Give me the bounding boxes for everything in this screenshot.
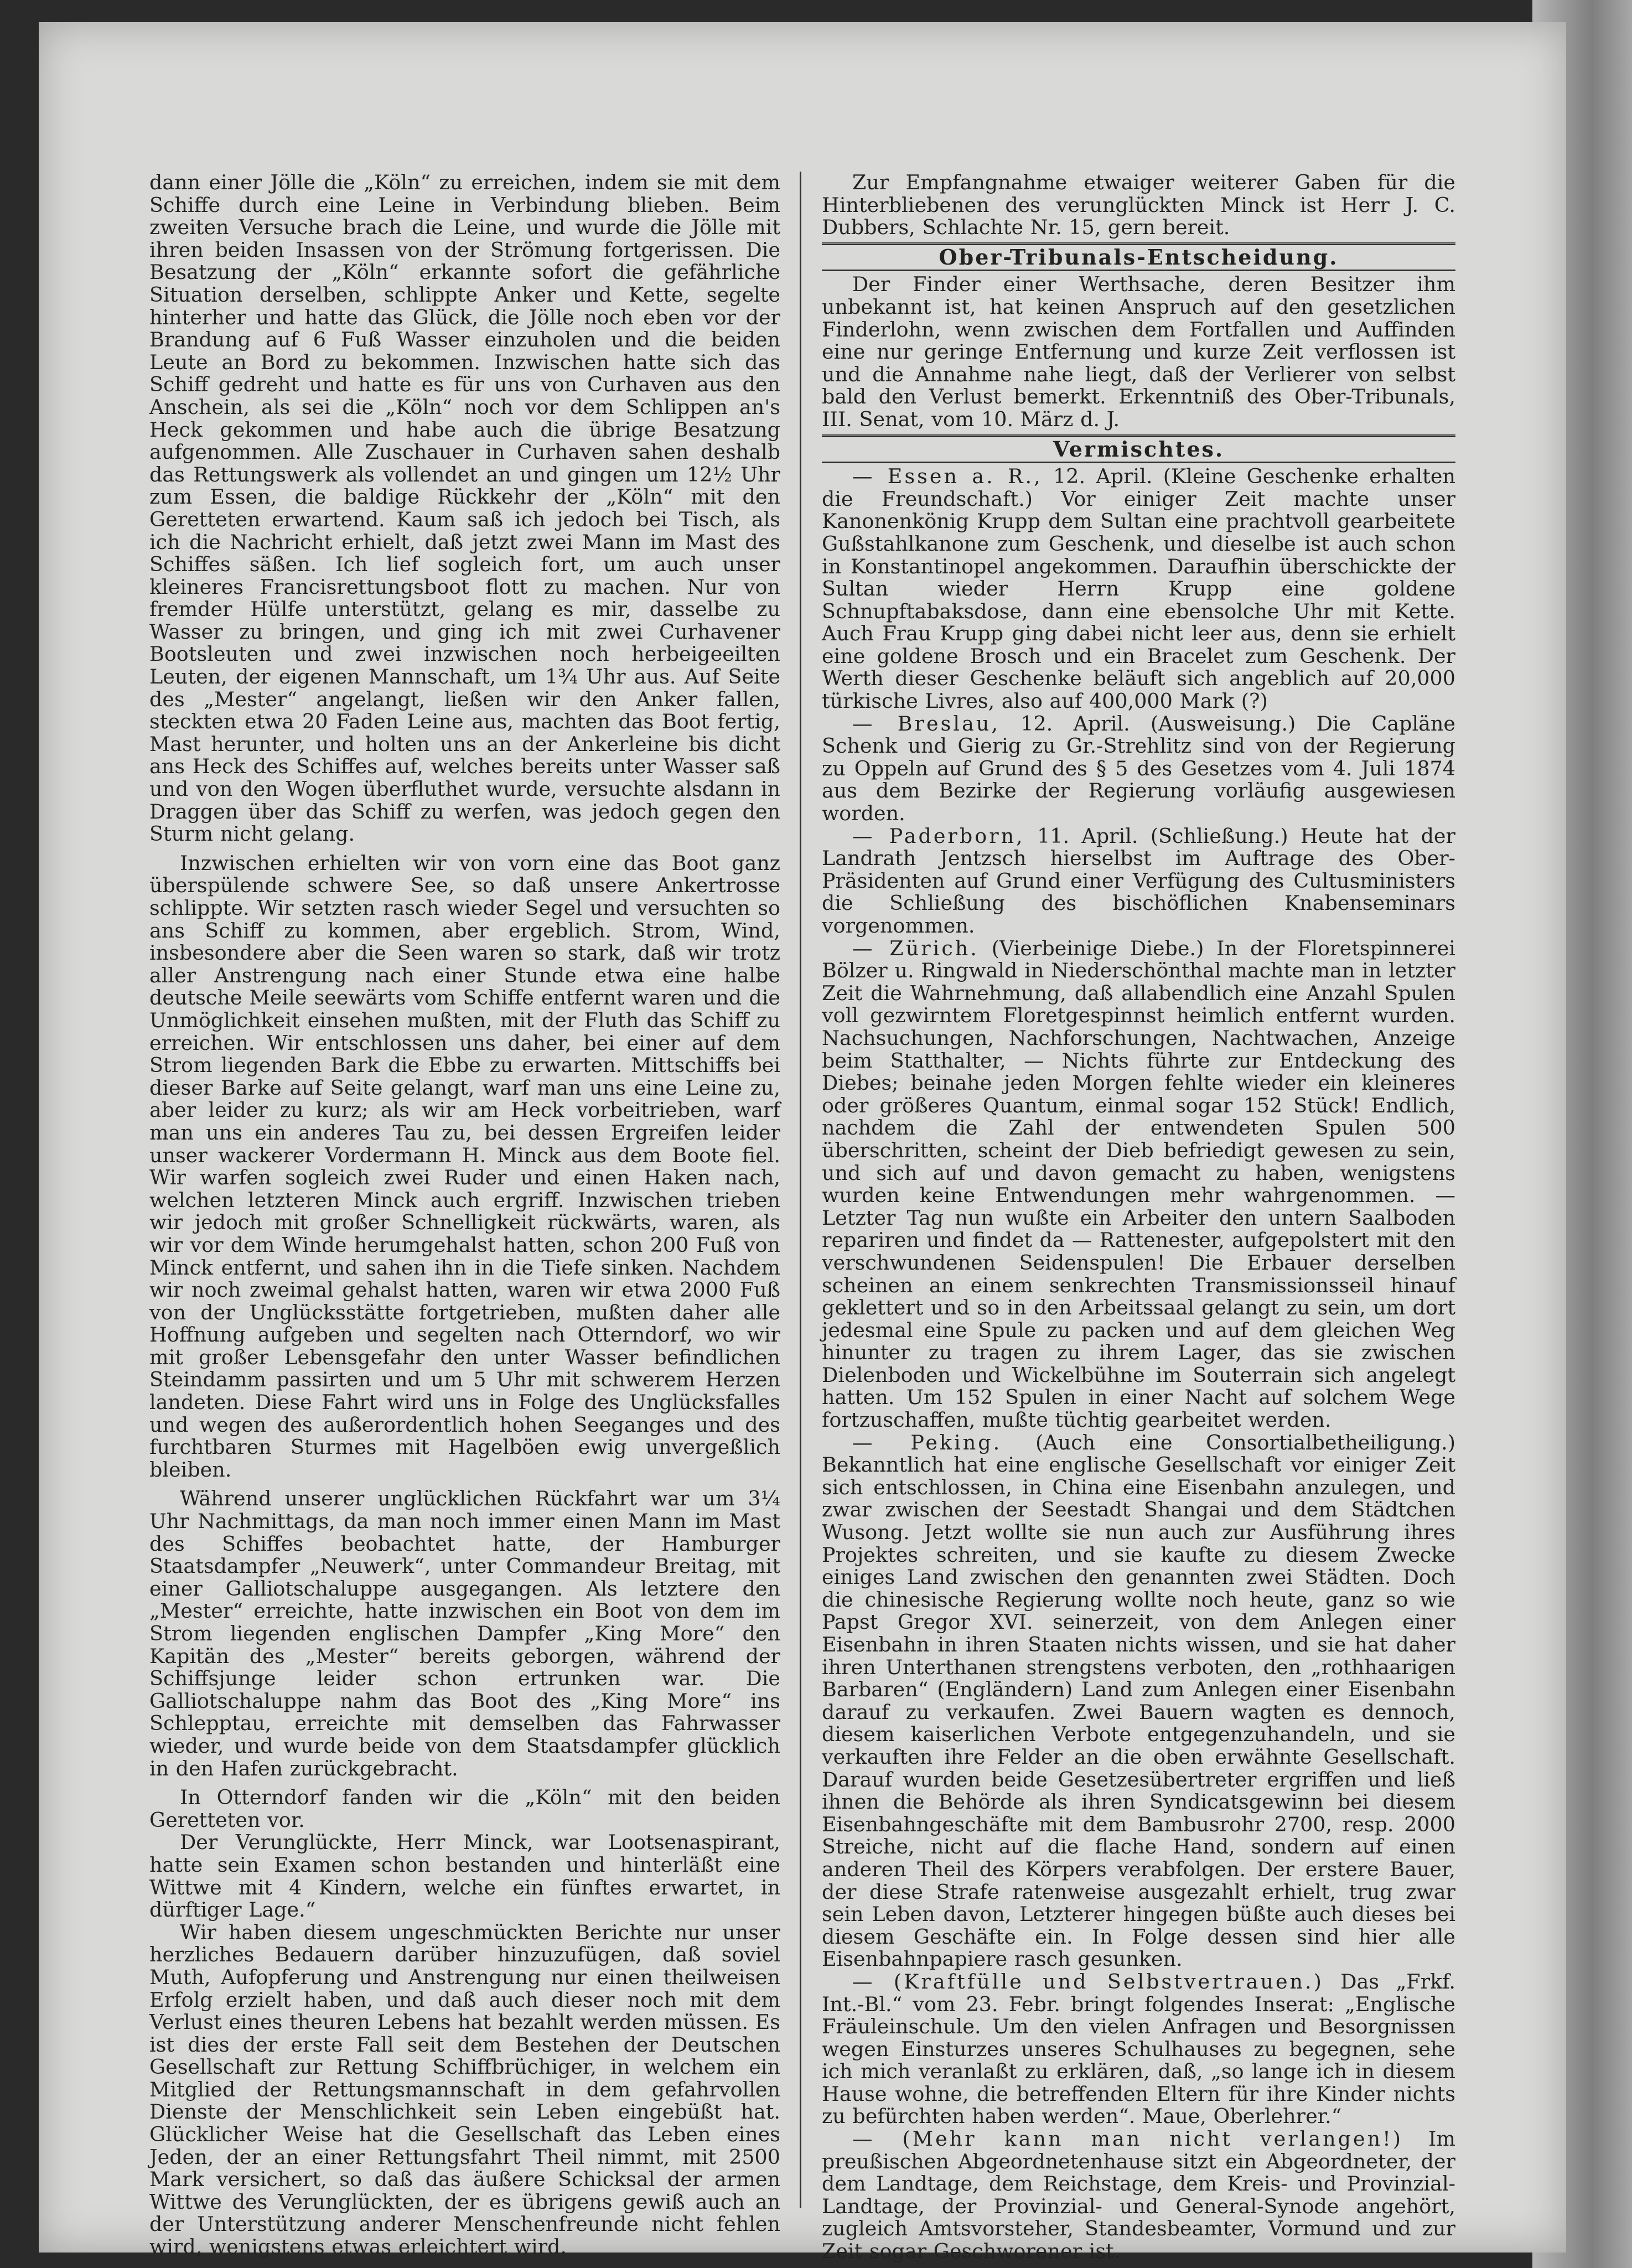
news-item-dateline: — (Kraftfülle und Selbstvertrauen.) — [852, 1969, 1324, 1993]
tribunal-decision: Der Finder einer Werthsache, deren Besitzer ihm unbekannt ist, hat keinen Anspruch auf den gesetzlichen Finderlohn, wenn zwischen dem Fortfallen und Auffinden eine nur geringe Entfernung und kurze Zeit verflossen ist und die Annahme nahe liegt, daß der Verlierer von selbst bald den Verlust bemerkt. Erkenntniß des Ober-Tribunals, III. Senat, vom 10. März d. J. — [822, 272, 1455, 431]
news-item-text: 12. April. (Kleine Geschenke erhalten die Freundschaft.) Vor einiger Zeit machte unser Kanonenkönig Krupp dem Sultan eine prachtvoll gearbeitete Gußstahlkanone zum Geschenk, und dieselbe ist auch schon in Konstantinopel angekommen. Daraufhin überschickte der Sultan wieder Herrn Krupp eine goldene Schnupftabaksdose, dann eine ebensolche Uhr mit Kette. Auch Frau Krupp ging dabei nicht leer aus, denn sie erhielt eine goldene Brosch und ein Bracelet zum Geschenk. Der Werth dieser Geschenke beläuft sich angeblich auf 20,000 türkische Livres, also auf 400,000 Mark (?) — [822, 464, 1455, 713]
article-paragraph: Inzwischen erhielten wir von vorn eine das Boot ganz überspülende schwere See, so daß unsere Ankertrosse schlippte. Wir setzten rasch wieder Segel und versuchten so ans Schiff zu kommen, aber ergeblich. Strom, Wind, insbesondere aber die Seen waren so stark, daß wir trotz aller Anstrengung nach einer Stunde etwa eine halbe deutsche Meile seewärts vom Schiffe entfernt waren und die Unmöglichkeit einsehen mußten, mit der Fluth das Schiff zu erreichen. Wir entschlossen uns daher, bei einer auf dem Strom liegenden Bark die Ebbe zu erwarten. Mittschiffs bei dieser Barke auf Seite gelangt, warf man uns eine Leine zu, aber leider zu kurz; als wir am Heck vorbeitrieben, warf man uns ein anderes Tau zu, bei dessen Ergreifen leider unser wackerer Vordermann H. Minck aus dem Boote fiel. Wir warfen sogleich zwei Ruder und einen Haken nach, welchen letzteren Minck auch ergriff. Inzwischen trieben wir jedoch mit großer Schnelligkeit rückwärts, waren, als wir vor dem Winde herumgehalst hatten, schon 200 Fuß von Minck entfernt, und sahen ihn in die Tiefe sinken. Nachdem wir noch zweimal gehalst hatten, waren wir etwa 2000 Fuß von der Unglücksstätte fortgetrieben, mußten daher alle Hoffnung aufgeben und segelten nach Otterndorf, wo wir mit großer Lebensgefahr den unter Wasser befindlichen Steindamm passirten und um 5 Uhr mit schwerem Herzen landeten. Diese Fahrt wird uns in Folge des Unglücksfalles und wegen des außerordentlich hohen Seeganges und des furchtbaren Sturmes mit Hagelböen ewig unvergeßlich bleiben. — [149, 851, 780, 1482]
news-item-dateline: — Zürich. — [852, 936, 979, 960]
article-paragraph: dann einer Jölle die „Köln“ zu erreichen, indem sie mit dem Schiffe durch eine Leine in Verbindung blieben. Beim zweiten Versuche brach die Leine, und wurde die Jölle mit ihren beiden Insassen von der Strömung fortgerissen. Die Besatzung der „Köln“ erkannte sofort die gefährliche Situation derselben, schlippte Anker und Kette, segelte hinterher und hatte das Glück, die Jölle noch eben vor der Brandung auf 6 Fuß Wasser einzuholen und die beiden Leute an Bord zu bekommen. Inzwischen hatte sich das Schiff gedreht und hatte es für uns von Curhaven aus den Anschein, als sei die „Köln“ noch vor dem Schlippen an's Heck gekommen und habe auch die übrige Besatzung aufgenommen. Alle Zuschauer in Curhaven sahen deshalb das Rettungswerk als vollendet an und gingen um 12½ Uhr zum Essen, die baldige Rückkehr der „Köln“ mit den Geretteten erwartend. Kaum saß ich jedoch bei Tisch, als ich die Nachricht erhielt, daß jetzt zwei Mann im Mast des Schiffes säßen. Ich lief sogleich fort, um auch unser kleineres Francisrettungsboot flott zu machen. Nur von fremder Hülfe unterstützt, gelang es mir, dasselbe zu Wasser zu bringen, und ging ich mit zwei Curhavener Bootsleuten und zwei inzwischen noch herbeigeeilten Leuten, der eigenen Mannschaft, um 1¾ Uhr aus. Auf Seite des „Mester“ angelangt, ließen wir den Anker fallen, steckten etwa 20 Faden Leine aus, machten das Boot fertig, Mast herunter, und holten uns an der Ankerleine bis dicht ans Heck des Schiffes auf, welches bereits unter Wasser saß und von den Wogen überfluthet wurde, versuchte alsdann in Draggen über das Schiff zu werfen, was jedoch gegen den Sturm nicht gelang. — [149, 170, 780, 846]
news-item-text: Im preußischen Abgeordnetenhause sitzt ein Abgeordneter, der dem Landtage, dem Reichstage, dem Kreis- und Provinzial-Landtage, der Provinzial- und General-Synode angehört, zugleich Amtsvorsteher, Standesbeamter, Vormund und zur Zeit sogar Geschworener ist. — [822, 2127, 1455, 2264]
news-item — [822, 713, 1455, 825]
right-column — [822, 172, 1455, 2263]
section-heading-miscellany: Vermischtes. — [822, 434, 1455, 464]
news-item-dateline: — Breslau, — [852, 711, 1000, 736]
news-item — [822, 1432, 1455, 1971]
news-item-text: Das „Frkf. Int.-Bl.“ vom 23. Febr. bringt folgendes Inserat: „Englische Fräuleinschule. Um den vielen Anfragen und Besorgnissen wegen Einsturzes unseres Schulhauses zu begegnen, sehe ich mich veranlaßt zu erklären, daß, „so lange ich in diesem Hause wohne, die betreffenden Eltern für ihre Kinder nichts zu befürchten haben werden“. Maue, Oberlehrer.“ — [822, 1969, 1455, 2129]
news-item — [822, 825, 1455, 938]
news-item-text: (Vierbeinige Diebe.) In der Floretspinnerei Bölzer u. Ringwald in Niederschönthal machte man in letzter Zeit die Wahrnehmung, daß allabendlich eine Anzahl Spulen voll gezwirntem Floretgespinnst heimlich entfernt wurden. Nachsuchungen, Nachforschungen, Nachtwachen, Anzeige beim Statthalter, — Nichts führte zur Entdeckung des Diebes; beinahe jeden Morgen fehlte wieder ein kleineres oder größeres Quantum, einmal sogar 152 Stück! Endlich, nachdem die Zahl der entwendeten Spulen 500 überschritten, scheint der Dieb befriedigt gewesen zu sein, und sich auf und davon gemacht zu haben, wenigstens wurden keine Entwendungen mehr wahrgenommen. — Letzter Tag nun wußte ein Arbeiter den untern Saalboden repariren und findet da — Rattenester, aufgepolstert mit den verschwundenen Seidenspulen! Die Erbauer derselben scheinen an einem senkrechten Transmissionsseil hinauf geklettert und so in den Arbeitssaal gelangt zu sein, um dort jedesmal eine Spule zu packen und auf dem gleichen Weg hinunter zu tragen zu ihrem Lager, das sie zwischen Dielenboden und Wickelbühne im Souterrain sich angelegt hatten. Um 152 Spulen in einer Nacht auf solchem Wege fortzuschaffen, mußte tüchtig gearbeitet werden. — [822, 936, 1455, 1432]
news-item — [822, 465, 1455, 713]
column-divider — [800, 172, 801, 2208]
news-item-dateline: — Peking. — [852, 1430, 1002, 1454]
article-paragraph: Wir haben diesem ungeschmückten Berichte nur unser herzliches Bedauern darüber hinzuzufügen, daß soviel Muth, Aufopferung und Anstrengung nur einen theilweisen Erfolg erzielt haben, und daß auch dieser noch mit dem Verlust eines theuren Lebens hat bezahlt werden müssen. Es ist dies der erste Fall seit dem Bestehen der Deutschen Gesellschaft zur Rettung Schiffbrüchiger, in welchem ein Mitglied der Rettungsmannschaft in dem gefahrvollen Dienste der Menschlichkeit sein Leben eingebüßt hat. Glücklicher Weise hat die Gesellschaft das Leben eines Jeden, der an einer Rettungsfahrt Theil nimmt, mit 2500 Mark versichert, so daß das äußere Schicksal der armen Wittwe des Verunglückten, der es übrigens gewiß auch an der Unterstützung anderer Menschenfreunde nicht fehlen wird, wenigstens etwas erleichtert wird. — [149, 1920, 780, 2259]
news-item-dateline: — Paderborn, — [852, 824, 1025, 848]
news-item-text: (Auch eine Consortialbetheiligung.) Bekanntlich hat eine englische Gesellschaft vor einiger Zeit sich entschlossen, in China eine Eisenbahn anzulegen, und zwar zwischen der Seestadt Shangai und dem Städtchen Wusong. Jetzt wollte sie nun auch zur Ausführung ihres Projektes schreiten, und sie kaufte zu diesem Zwecke einiges Land zwischen den genannten zwei Städten. Doch die chinesische Regierung wollte noch heute, ganz so wie Papst Gregor XVI. seinerzeit, von dem Anlegen einer Eisenbahn in ihren Staaten nichts wissen, und sie hat daher ihren Unterthanen strengstens verboten, den „rothhaarigen Barbaren“ (Engländern) Land zum Anlegen einer Eisenbahn darauf zu verkaufen. Zwei Bauern wagten es dennoch, diesem kaiserlichen Verbote entgegenzuhandeln, und sie verkauften ihre Felder an die oben erwähnte Gesellschaft. Darauf wurden beide Gesetzesübertreter ergriffen und ließ ihnen die Behörde als ihren Syndicatsgewinn bei diesem Eisenbahngeschäfte mit dem Bambusrohr 2700, resp. 2000 Streiche, nicht auf die flache Hand, sondern auf einen anderen Theil des Körpers verabfolgen. Der erstere Bauer, der diese Strafe ratenweise ausgezahlt erhielt, trug zwar sein Leben davon, Letzterer hingegen büßte auch dieses bei diesem Geschäfte ein. In Folge dessen sind hier alle Eisenbahnpapiere rasch gesunken. — [822, 1430, 1456, 1971]
news-item-text: 11. April. (Schließung.) Heute hat der Landrath Jentzsch hierselbst im Auftrage des Ober-Präsidenten auf Grund einer Verfügung des Cultusministers die Schließung des bischöflichen Knabenseminars vorgenommen. — [822, 824, 1455, 938]
news-item — [822, 1971, 1455, 2128]
news-item — [822, 938, 1455, 1432]
news-item — [822, 2128, 1455, 2263]
donation-notice: Zur Empfangnahme etwaiger weiterer Gaben für die Hinterbliebenen des verunglückten Minck ist Herr J. C. Dubbers, Schlachte Nr. 15, gern bereit. — [822, 170, 1455, 240]
miscellany-list — [822, 465, 1455, 2263]
news-item-dateline: — Essen a. R., — [852, 464, 1043, 489]
article-paragraph: Der Verunglückte, Herr Minck, war Lootsenaspirant, hatte sein Examen schon bestanden und hinterläßt eine Wittwe mit 4 Kindern, welche ein fünftes erwartet, in dürftiger Lage.“ — [149, 1830, 780, 1922]
newspaper-page — [39, 22, 1566, 2264]
news-item-text: 12. April. (Ausweisung.) Die Capläne Schenk und Gierig zu Gr.-Strehlitz sind von der Regierung zu Oppeln auf Grund des § 5 des Gesetzes vom 4. Juli 1874 aus dem Bezirke der Regierung vorläufig ausgewiesen worden. — [822, 711, 1455, 826]
news-item-dateline: — (Mehr kann man nicht verlangen!) — [852, 2127, 1403, 2151]
section-heading-tribunal: Ober-Tribunals-Entscheidung. — [822, 242, 1455, 272]
article-paragraph: Während unserer unglücklichen Rückfahrt war um 3¼ Uhr Nachmittags, da man noch immer einen Mann im Mast des Schiffes beobachtet hatte, der Hamburger Staatsdampfer „Neuwerk“, unter Commandeur Breitag, mit einer Galliotschaluppe ausgegangen. Als letztere den „Mester“ erreichte, hatte inzwischen ein Boot von dem im Strom liegenden englischen Dampfer „King More“ den Kapitän des „Mester“ bereits geborgen, während der Schiffsjunge leider schon ertrunken war. Die Galliotschaluppe nahm das Boot des „King More“ ins Schlepptau, erreichte mit demselben das Fahrwasser wieder, und wurde beide von dem Staatsdampfer glücklich in den Hafen zurückgebracht. — [149, 1487, 780, 1780]
article-paragraph: In Otterndorf fanden wir die „Köln“ mit den beiden Geretteten vor. — [149, 1785, 780, 1832]
left-column — [149, 172, 780, 2259]
